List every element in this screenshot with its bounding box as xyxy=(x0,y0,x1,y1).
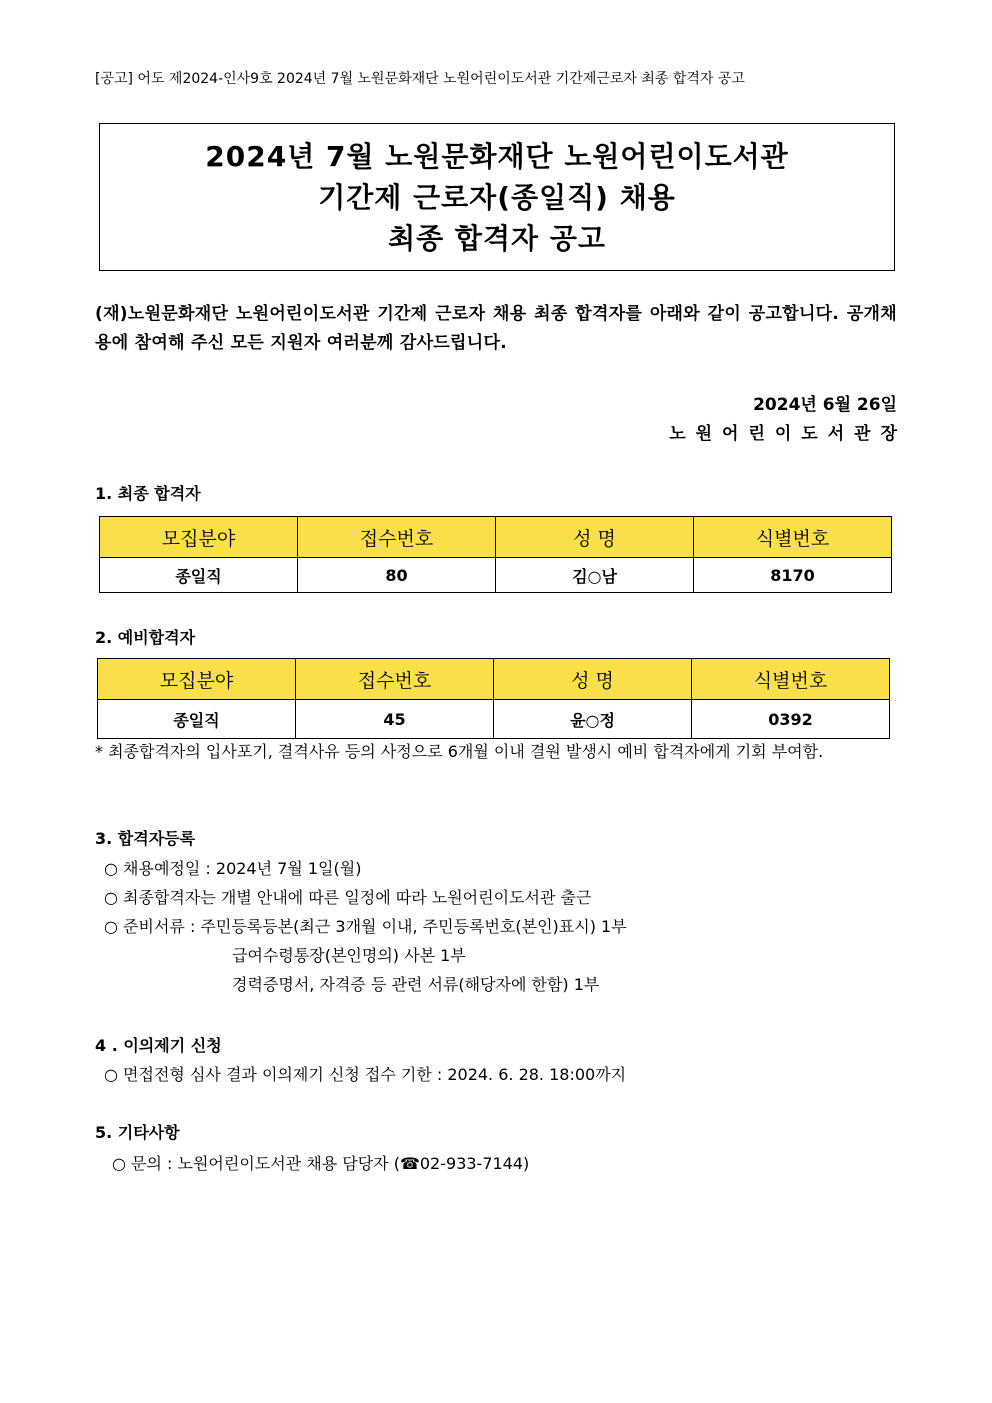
title-line-1: 2024년 7월 노원문화재단 노원어린이도서관 xyxy=(205,139,789,173)
table-row xyxy=(98,700,890,739)
list-item: 경력증명서, 자격증 등 관련 서류(해당자에 한함) 1부 xyxy=(232,975,600,994)
list-item: ○ 면접전형 심사 결과 이의제기 신청 접수 기한 : 2024. 6. 28. 18:00까지 xyxy=(104,1065,627,1084)
column-header: 식별번호 xyxy=(692,659,890,700)
list-item: ○ 준비서류 : 주민등록등본(최근 3개월 이내, 주민등록번호(본인)표시) 1부 xyxy=(104,917,627,936)
table-cell: 80 xyxy=(298,558,496,593)
section4-heading: 4 . 이의제기 신청 xyxy=(95,1036,222,1055)
title-line-3: 최종 합격자 공고 xyxy=(388,221,606,255)
title-line-2: 기간제 근로자(종일직) 채용 xyxy=(318,180,676,214)
list-item: ○ 채용예정일 : 2024년 7월 1일(월) xyxy=(104,859,362,878)
section3-heading: 3. 합격자등록 xyxy=(95,829,196,848)
table-cell: 윤○정 xyxy=(494,700,692,739)
list-item: ○ 문의 : 노원어린이도서관 채용 담당자 (☎02-933-7144) xyxy=(112,1154,530,1173)
section1-heading: 1. 최종 합격자 xyxy=(95,484,201,503)
list-item: ○ 최종합격자는 개별 안내에 따른 일정에 따라 노원어린이도서관 출근 xyxy=(104,888,592,907)
table-header-row xyxy=(100,517,892,558)
title-box xyxy=(99,123,895,271)
list-item: 급여수령통장(본인명의) 사본 1부 xyxy=(232,946,466,965)
column-header: 모집분야 xyxy=(100,517,298,558)
column-header: 성 명 xyxy=(494,659,692,700)
table-header-row xyxy=(98,659,890,700)
table-cell: 김○남 xyxy=(496,558,694,593)
document-reference: [공고] 어도 제2024-인사9호 2024년 7월 노원문화재단 노원어린이도서관 기간제근로자 최종 합격자 공고 xyxy=(95,71,745,87)
column-header: 접수번호 xyxy=(298,517,496,558)
section2-heading: 2. 예비합격자 xyxy=(95,628,196,647)
column-header: 식별번호 xyxy=(694,517,892,558)
section5-heading: 5. 기타사항 xyxy=(95,1123,180,1142)
table-cell: 8170 xyxy=(694,558,892,593)
final-results-table xyxy=(99,516,892,593)
reserve-results-table xyxy=(97,658,890,739)
table-cell: 종일직 xyxy=(100,558,298,593)
table-cell: 45 xyxy=(296,700,494,739)
reserve-note: * 최종합격자의 입사포기, 결격사유 등의 사정으로 6개월 이내 결원 발생시 예비 합격자에게 기회 부여함. xyxy=(95,742,824,761)
column-header: 모집분야 xyxy=(98,659,296,700)
table-cell: 0392 xyxy=(692,700,890,739)
table-row xyxy=(100,558,892,593)
announcement-date: 2024년 6월 26일 xyxy=(753,395,897,415)
table-cell: 종일직 xyxy=(98,700,296,739)
column-header: 성 명 xyxy=(496,517,694,558)
column-header: 접수번호 xyxy=(296,659,494,700)
intro-paragraph: (재)노원문화재단 노원어린이도서관 기간제 근로자 채용 최종 합격자를 아래와 같이 공고합니다. 공개채용에 참여해 주신 모든 지원자 여러분께 감사드립니다. xyxy=(95,304,897,353)
signer: 노원어린이도서관장 xyxy=(669,424,907,444)
